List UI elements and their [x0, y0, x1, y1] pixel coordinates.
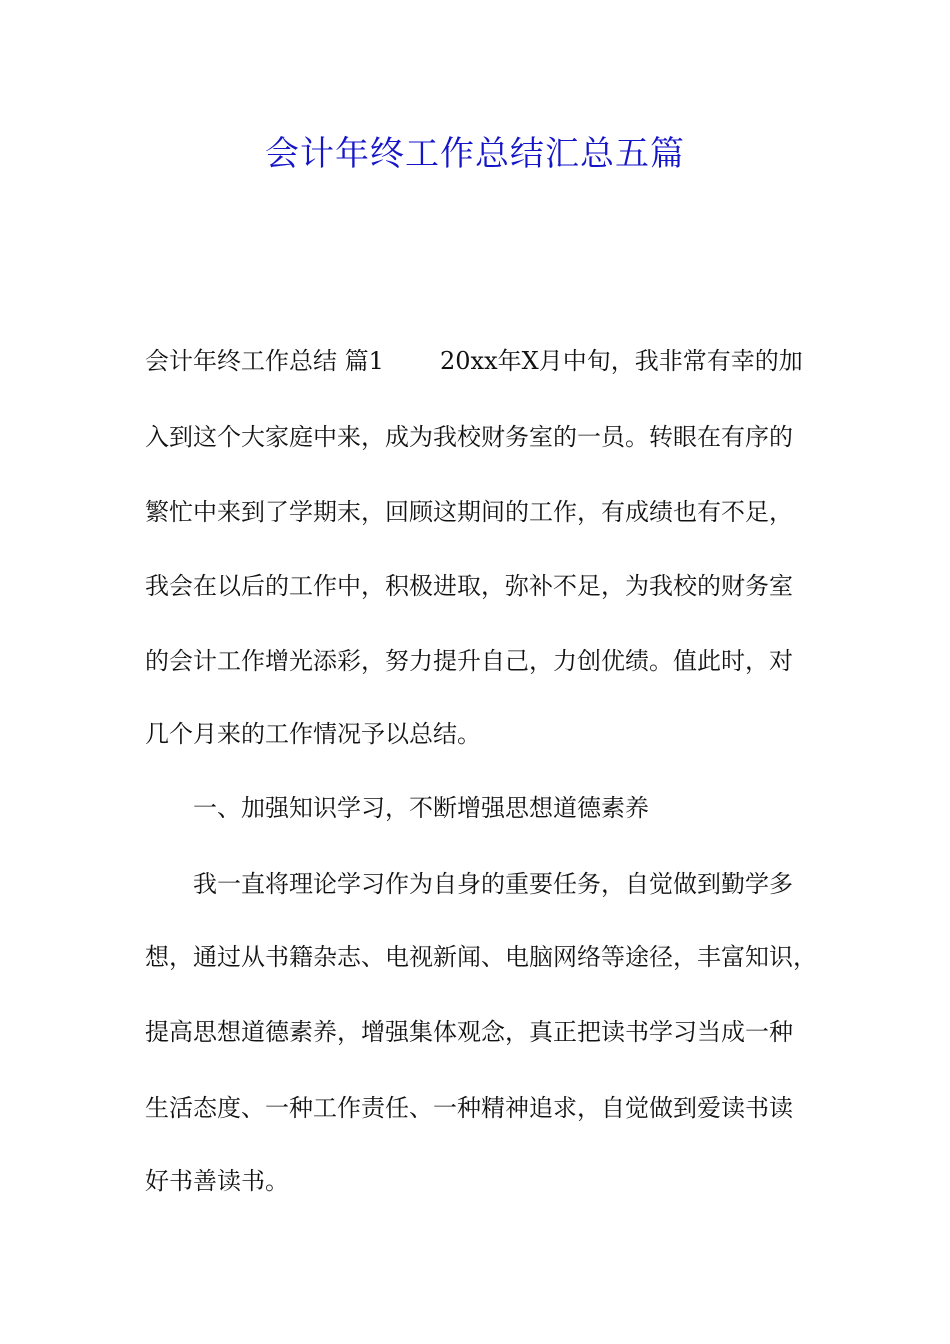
paragraph-line — [145, 341, 803, 381]
paragraph-line: 生活态度、一种工作责任、一种精神追求，自觉做到爱读书读 — [145, 1094, 793, 1122]
section-heading: 一、加强知识学习，不断增强思想道德素养 — [193, 794, 649, 822]
paragraph-line: 入到这个大家庭中来，成为我校财务室的一员。转眼在有序的 — [145, 423, 793, 451]
paragraph-line: 我会在以后的工作中，积极进取，弥补不足，为我校的财务室 — [145, 572, 793, 600]
document-title: 会计年终工作总结汇总五篇 — [265, 134, 685, 174]
paragraph-line: 提高思想道德素养，增强集体观念，真正把读书学习当成一种 — [145, 1018, 793, 1046]
paragraph-line: 的会计工作增光添彩，努力提升自己，力创优绩。值此时，对 — [145, 647, 793, 675]
paragraph-line: 几个月来的工作情况予以总结。 — [145, 720, 481, 748]
paragraph-line: 我一直将理论学习作为自身的重要任务，自觉做到勤学多 — [193, 870, 793, 898]
paragraph-text: 20xx年X月中旬，我非常有幸的加 — [440, 347, 803, 375]
paragraph-line: 繁忙中来到了学期末，回顾这期间的工作，有成绩也有不足， — [145, 498, 793, 526]
paragraph-line: 想，通过从书籍杂志、电视新闻、电脑网络等途径，丰富知识， — [145, 943, 817, 971]
paragraph-line: 好书善读书。 — [145, 1167, 289, 1195]
section-label: 会计年终工作总结 篇1 — [145, 347, 384, 375]
